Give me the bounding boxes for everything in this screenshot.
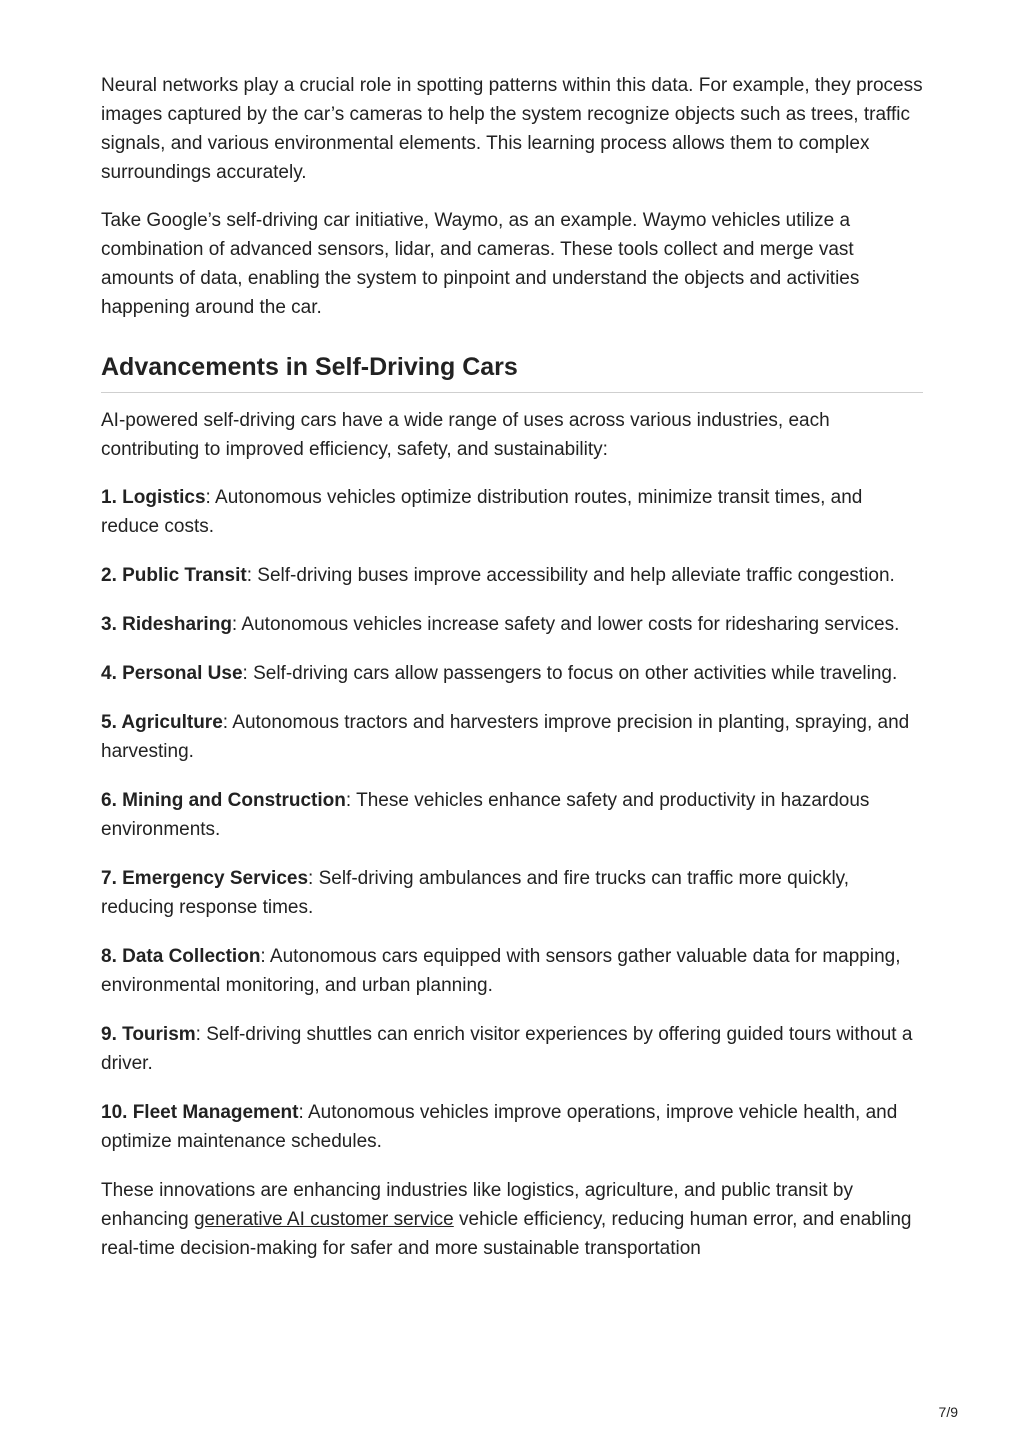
list-item: [101, 786, 923, 844]
list-item-title: 2. Public Transit: [101, 565, 247, 586]
list-item-title: 4. Personal Use: [101, 663, 243, 684]
page-number: 7/9: [938, 1404, 958, 1420]
list-item: [101, 864, 923, 922]
list-item: [101, 1098, 923, 1156]
list-item-title: 1. Logistics: [101, 487, 206, 508]
section-lead-paragraph: AI-powered self-driving cars have a wide range of uses across various industries, each contributing to improved efficiency, safety, and sustainability:: [101, 410, 830, 460]
list-item-text: : Self-driving cars allow passengers to focus on other activities while traveling.: [242, 663, 898, 684]
list-item: [101, 708, 923, 766]
list-item: [101, 610, 923, 639]
list-item-title: 9. Tourism: [101, 1024, 196, 1045]
document-page: [101, 71, 923, 1282]
section-heading: Advancements in Self-Driving Cars: [101, 350, 923, 393]
list-item-title: 8. Data Collection: [101, 946, 261, 967]
list-item-title: 7. Emergency Services: [101, 868, 309, 889]
closing-text-before-link: These innovations are enhancing industries like logistics, agriculture, and public transit by enhancing: [101, 1180, 853, 1230]
list-item-text: : Self-driving ambulances and fire trucks can traffic more quickly, reducing response times.: [101, 868, 850, 918]
intro-paragraph-1: Neural networks play a crucial role in spotting patterns within this data. For example, they process images captured by the car’s cameras to help the system recognize objects such as trees, traffic signals, and various environmental elements. This learning process allows them to complex surroundings accurately.: [101, 75, 923, 183]
list-item-title: 10. Fleet Management: [101, 1102, 299, 1123]
list-item: [101, 659, 923, 688]
list-item: [101, 1020, 923, 1078]
list-item: [101, 942, 923, 1000]
list-item-text: : Self-driving shuttles can enrich visitor experiences by offering guided tours without a driver.: [101, 1024, 913, 1074]
list-item: [101, 561, 923, 590]
list-item-text: : Autonomous vehicles improve operations, improve vehicle health, and optimize maintenance schedules.: [101, 1102, 898, 1152]
list-item-text: : Autonomous vehicles optimize distribution routes, minimize transit times, and reduce costs.: [101, 487, 863, 537]
generative-ai-customer-service-link[interactable]: generative AI customer service: [193, 1209, 454, 1230]
list-item-title: 3. Ridesharing: [101, 614, 232, 635]
list-item-text: : Autonomous vehicles increase safety and lower costs for ridesharing services.: [231, 614, 900, 635]
list-item: [101, 483, 923, 541]
closing-text-after-link: vehicle efficiency, reducing human error, and enabling real-time decision-making for safer and more sustainable transportation: [101, 1209, 912, 1259]
intro-paragraph-2: Take Google’s self-driving car initiative, Waymo, as an example. Waymo vehicles utilize a combination of advanced sensors, lidar, and cameras. These tools collect and merge vast amounts of data, enabling the system to pinpoint and understand the objects and activities happening around the car.: [101, 210, 860, 318]
list-item-text: : Autonomous cars equipped with sensors gather valuable data for mapping, environmental monitoring, and urban planning.: [101, 946, 901, 996]
list-item-text: : These vehicles enhance safety and productivity in hazardous environments.: [101, 790, 870, 840]
list-item-text: : Self-driving buses improve accessibility and help alleviate traffic congestion.: [246, 565, 895, 586]
list-item-text: : Autonomous tractors and harvesters improve precision in planting, spraying, and harvesting.: [101, 712, 910, 762]
closing-paragraph: [101, 1176, 923, 1263]
list-item-title: 5. Agriculture: [101, 712, 223, 733]
list-item-title: 6. Mining and Construction: [101, 790, 346, 811]
